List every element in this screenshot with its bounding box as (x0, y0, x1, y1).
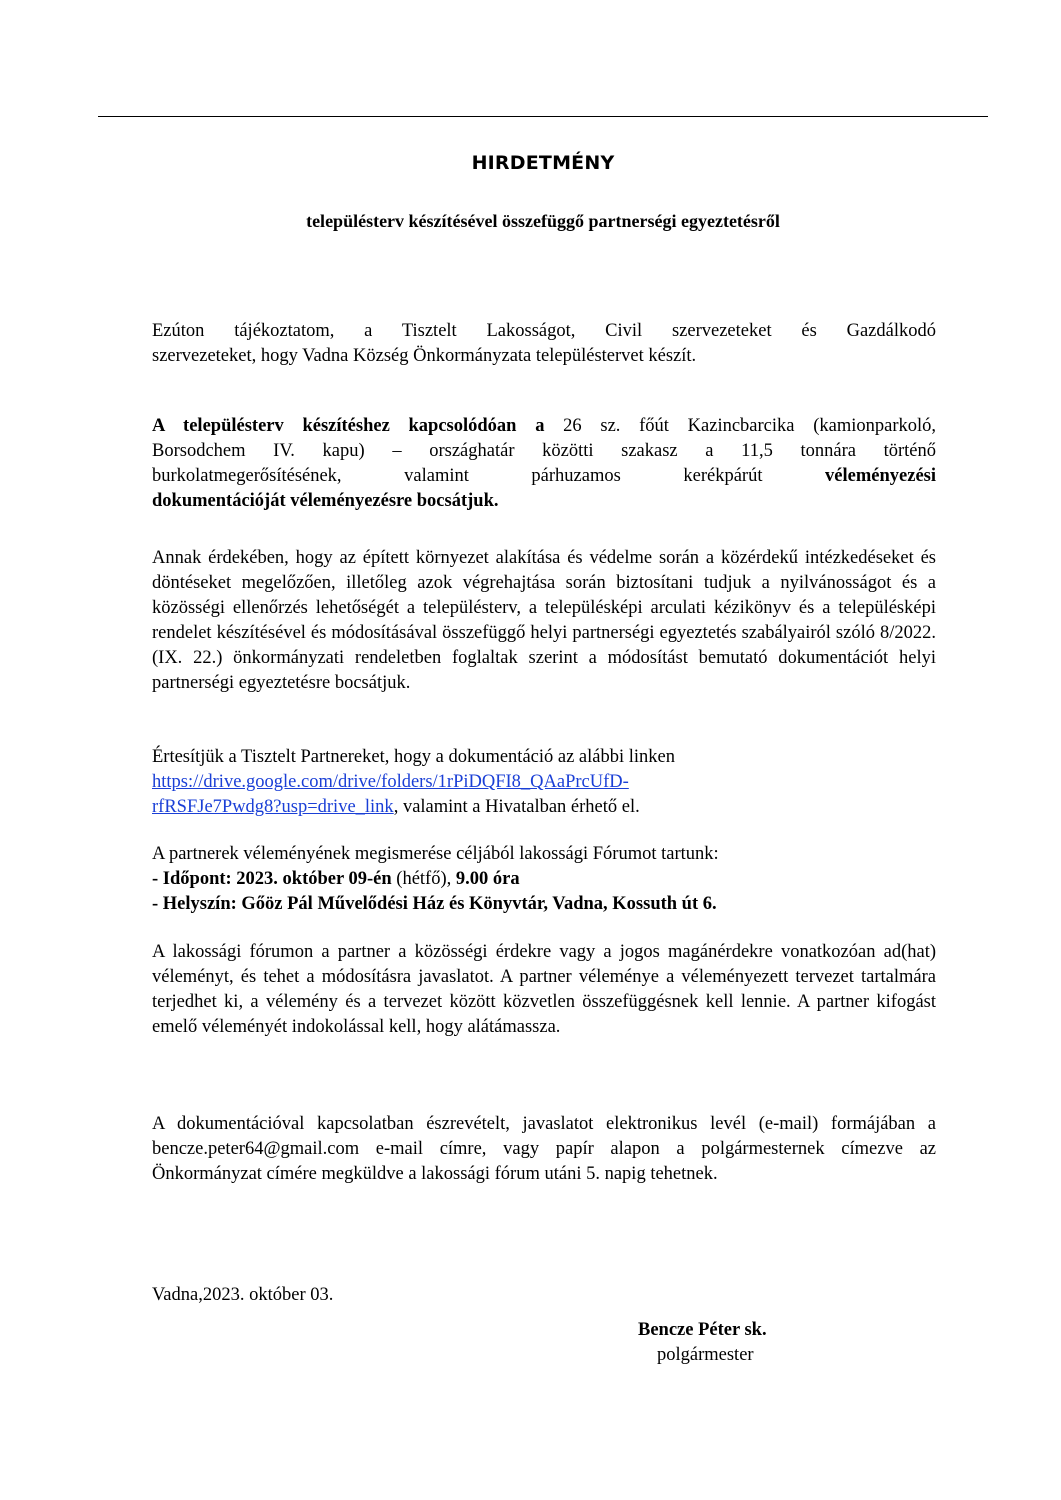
paragraph-forum-rules: A lakossági fórumon a partner a közösségi érdekre vagy a jogos magánérdekre vonatkozóan ad(hat) véleményt, és tehet a módosításra javaslatot. A partner véleménye a véleményezett tervezet tartalmára terjedhet ki, a vélemény és a tervezet között közvetlen összefüggésnek kell lennie. A partner kifogást emelő véleményét indokolással kell, hogy alátámassza. (152, 942, 936, 1037)
paragraph-plan-line-4 (152, 489, 936, 514)
forum-place (152, 892, 936, 917)
signature-role: polgármester (657, 1345, 754, 1365)
plan-line-3-normal: burkolatmegerősítésének, valamint párhuzamos kerékpárút (152, 466, 826, 486)
forum-time-hour: 9.00 óra (455, 869, 520, 889)
paragraph-plan-line-3 (152, 464, 936, 489)
paragraph-intro-line-2: szervezeteket, hogy Vadna Község Önkormányzata településtervet készít. (152, 346, 697, 366)
link-after: , valamint a Hivatalban érhető el. (393, 797, 640, 817)
paragraph-intro (152, 319, 936, 369)
plan-line-1-rest: 26 sz. főút Kazincbarcika (kamionparkoló, (544, 416, 936, 436)
forum-time-day: (hétfő), (391, 869, 456, 889)
plan-bold-start: A településterv készítéshez kapcsolódóan a (152, 416, 545, 436)
link-intro: Értesítjük a Tisztelt Partnereket, hogy a dokumentáció az alábbi linken (152, 747, 676, 767)
paragraph-plan-line-2: Borsodchem IV. kapu) – országhatár közötti szakasz a 11,5 tonnára történő (152, 441, 936, 461)
paragraph-link (152, 745, 936, 820)
drive-link-continued[interactable]: rfRSFJe7Pwdg8?usp=drive_link (152, 797, 394, 817)
paragraph-comments: A dokumentációval kapcsolatban észrevételt, javaslatot elektronikus levél (e-mail) formájában a bencze.peter64@gmail.com e-mail címre, vagy papír alapon a polgármesternek címezve az Önkormányzat címére megküldve a lakossági fórum utáni 5. napig tehetnek. (152, 1114, 936, 1184)
document-subtitle: településterv készítésével összefüggő partnerségi egyeztetésről (306, 211, 780, 231)
header-rule (98, 116, 988, 117)
forum-place-text: - Helyszín: Gőöz Pál Művelődési Ház és Könyvtár, Vadna, Kossuth út 6. (152, 894, 717, 914)
drive-link[interactable] (152, 770, 936, 795)
plan-line-4-bold: dokumentációját véleményezésre bocsátjuk. (152, 491, 499, 511)
paragraph-plan-line-1 (152, 414, 936, 439)
forum-intro: A partnerek véleményének megismerése céljából lakossági Fórumot tartunk: (152, 844, 719, 864)
link-line-2 (152, 795, 936, 820)
signature-name: Bencze Péter sk. (638, 1320, 767, 1340)
plan-line-3-bold: véleményezési (825, 466, 936, 486)
forum-time-label: - Időpont: 2023. október 09-én (152, 869, 392, 889)
forum-time (152, 867, 936, 892)
drive-link-line-1: https://drive.google.com/drive/folders/1rPiDQFI8_QAaPrcUfD- (152, 772, 629, 792)
paragraph-legal-basis: Annak érdekében, hogy az épített környezet alakítása és védelme során a közérdekű intézkedéseket és döntéseket megelőzően, illetőleg azok végrehajtása során biztosítani tudjuk a nyilvánosságot és a közösségi ellenőrzés lehetőségét a településterv, a településképi arculati kézikönyv és a településképi rendelet készítésével és módosításával összefüggő helyi partnerségi egyeztetés szabályairól szóló 8/2022. (IX. 22.) önkormányzati rendeletben foglaltak szerint a módosítást bemutató dokumentációt helyi partnerségi egyeztetésre bocsátjuk. (152, 548, 936, 693)
place-date: Vadna,2023. október 03. (152, 1285, 334, 1305)
paragraph-forum (152, 842, 936, 917)
paragraph-intro-line-1: Ezúton tájékoztatom, a Tisztelt Lakosságot, Civil szervezeteket és Gazdálkodó (152, 321, 936, 341)
paragraph-plan (152, 414, 936, 514)
document-title: HIRDETMÉNY (471, 152, 615, 174)
